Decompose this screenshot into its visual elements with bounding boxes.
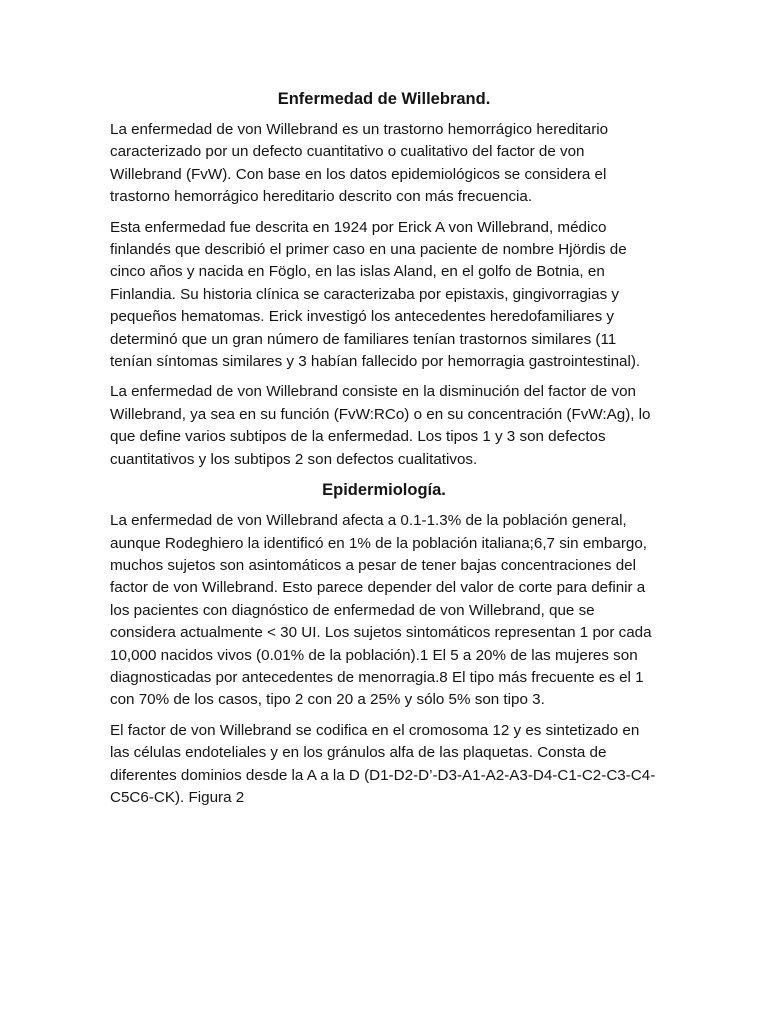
paragraph-factor: El factor de von Willebrand se codifica en el cromosoma 12 y es sintetizado en las células endoteliales y en los gránulos alfa de las plaquetas. Consta de diferentes dominios desde la A a la D (D1-D2-D’-D3-A1-A2-A3-D4-C1-C2-C3-C4-C5C6-CK). Figura 2 xyxy=(110,721,656,806)
paragraph-epidemiology: La enfermedad de von Willebrand afecta a 0.1-1.3% de la población general, aunque Rodeghiero la identificó en 1% de la población italiana;6,7 sin embargo, muchos sujetos son asintomáticos a pesar de tener bajas concentraciones del factor de von Willebrand. Esto parece depender del valor de corte para definir a los pacientes con diagnóstico de enfermedad de von Willebrand, que se considera actualmente < 30 UI. Los sujetos sintomáticos representan 1 por cada 10,000 nacidos vivos (0.01% de la población).1 El 5 a 20% de las mujeres son diagnosticadas por antecedentes de menorragia.8 El tipo más frecuente es el 1 con 70% de los casos, tipo 2 con 20 a 25% y sólo 5% son tipo 3. xyxy=(110,512,652,709)
paragraph-definition: La enfermedad de von Willebrand consiste en la disminución del factor de von Willebrand, ya sea en su función (FvW:RCo) o en su concentración (FvW:Ag), lo que define varios subtipos de la enfermedad. Los tipos 1 y 3 son defectos cuantitativos y los subtipos 2 son defectos cualitativos. xyxy=(110,383,651,468)
document-page xyxy=(110,88,658,817)
document-title: Enfermedad de Willebrand. xyxy=(277,90,491,108)
section-heading-epidemiology: Epidermiología. xyxy=(322,481,446,500)
paragraph-history: Esta enfermedad fue descrita en 1924 por Erick A von Willebrand, médico finlandés que describió el primer caso en una paciente de nombre Hjördis de cinco años y nacida en Föglo, en las islas Aland, en el golfo de Botnia, en Finlandia. Su historia clínica se caracterizaba por epistaxis, gingivorragias y pequeños hematomas. Erick investigó los antecedentes heredofamiliares y determinó que un gran número de familiares tenían trastornos similares (11 tenían síntomas similares y 3 habían fallecido por hemorragia gastrointestinal). xyxy=(110,218,641,371)
paragraph-intro: La enfermedad de von Willebrand es un trastorno hemorrágico hereditario caracterizado por un defecto cuantitativo o cualitativo del factor de von Willebrand (FvW). Con base en los datos epidemiológicos se considera el trastorno hemorrágico hereditario descrito con más frecuencia. xyxy=(110,121,609,206)
